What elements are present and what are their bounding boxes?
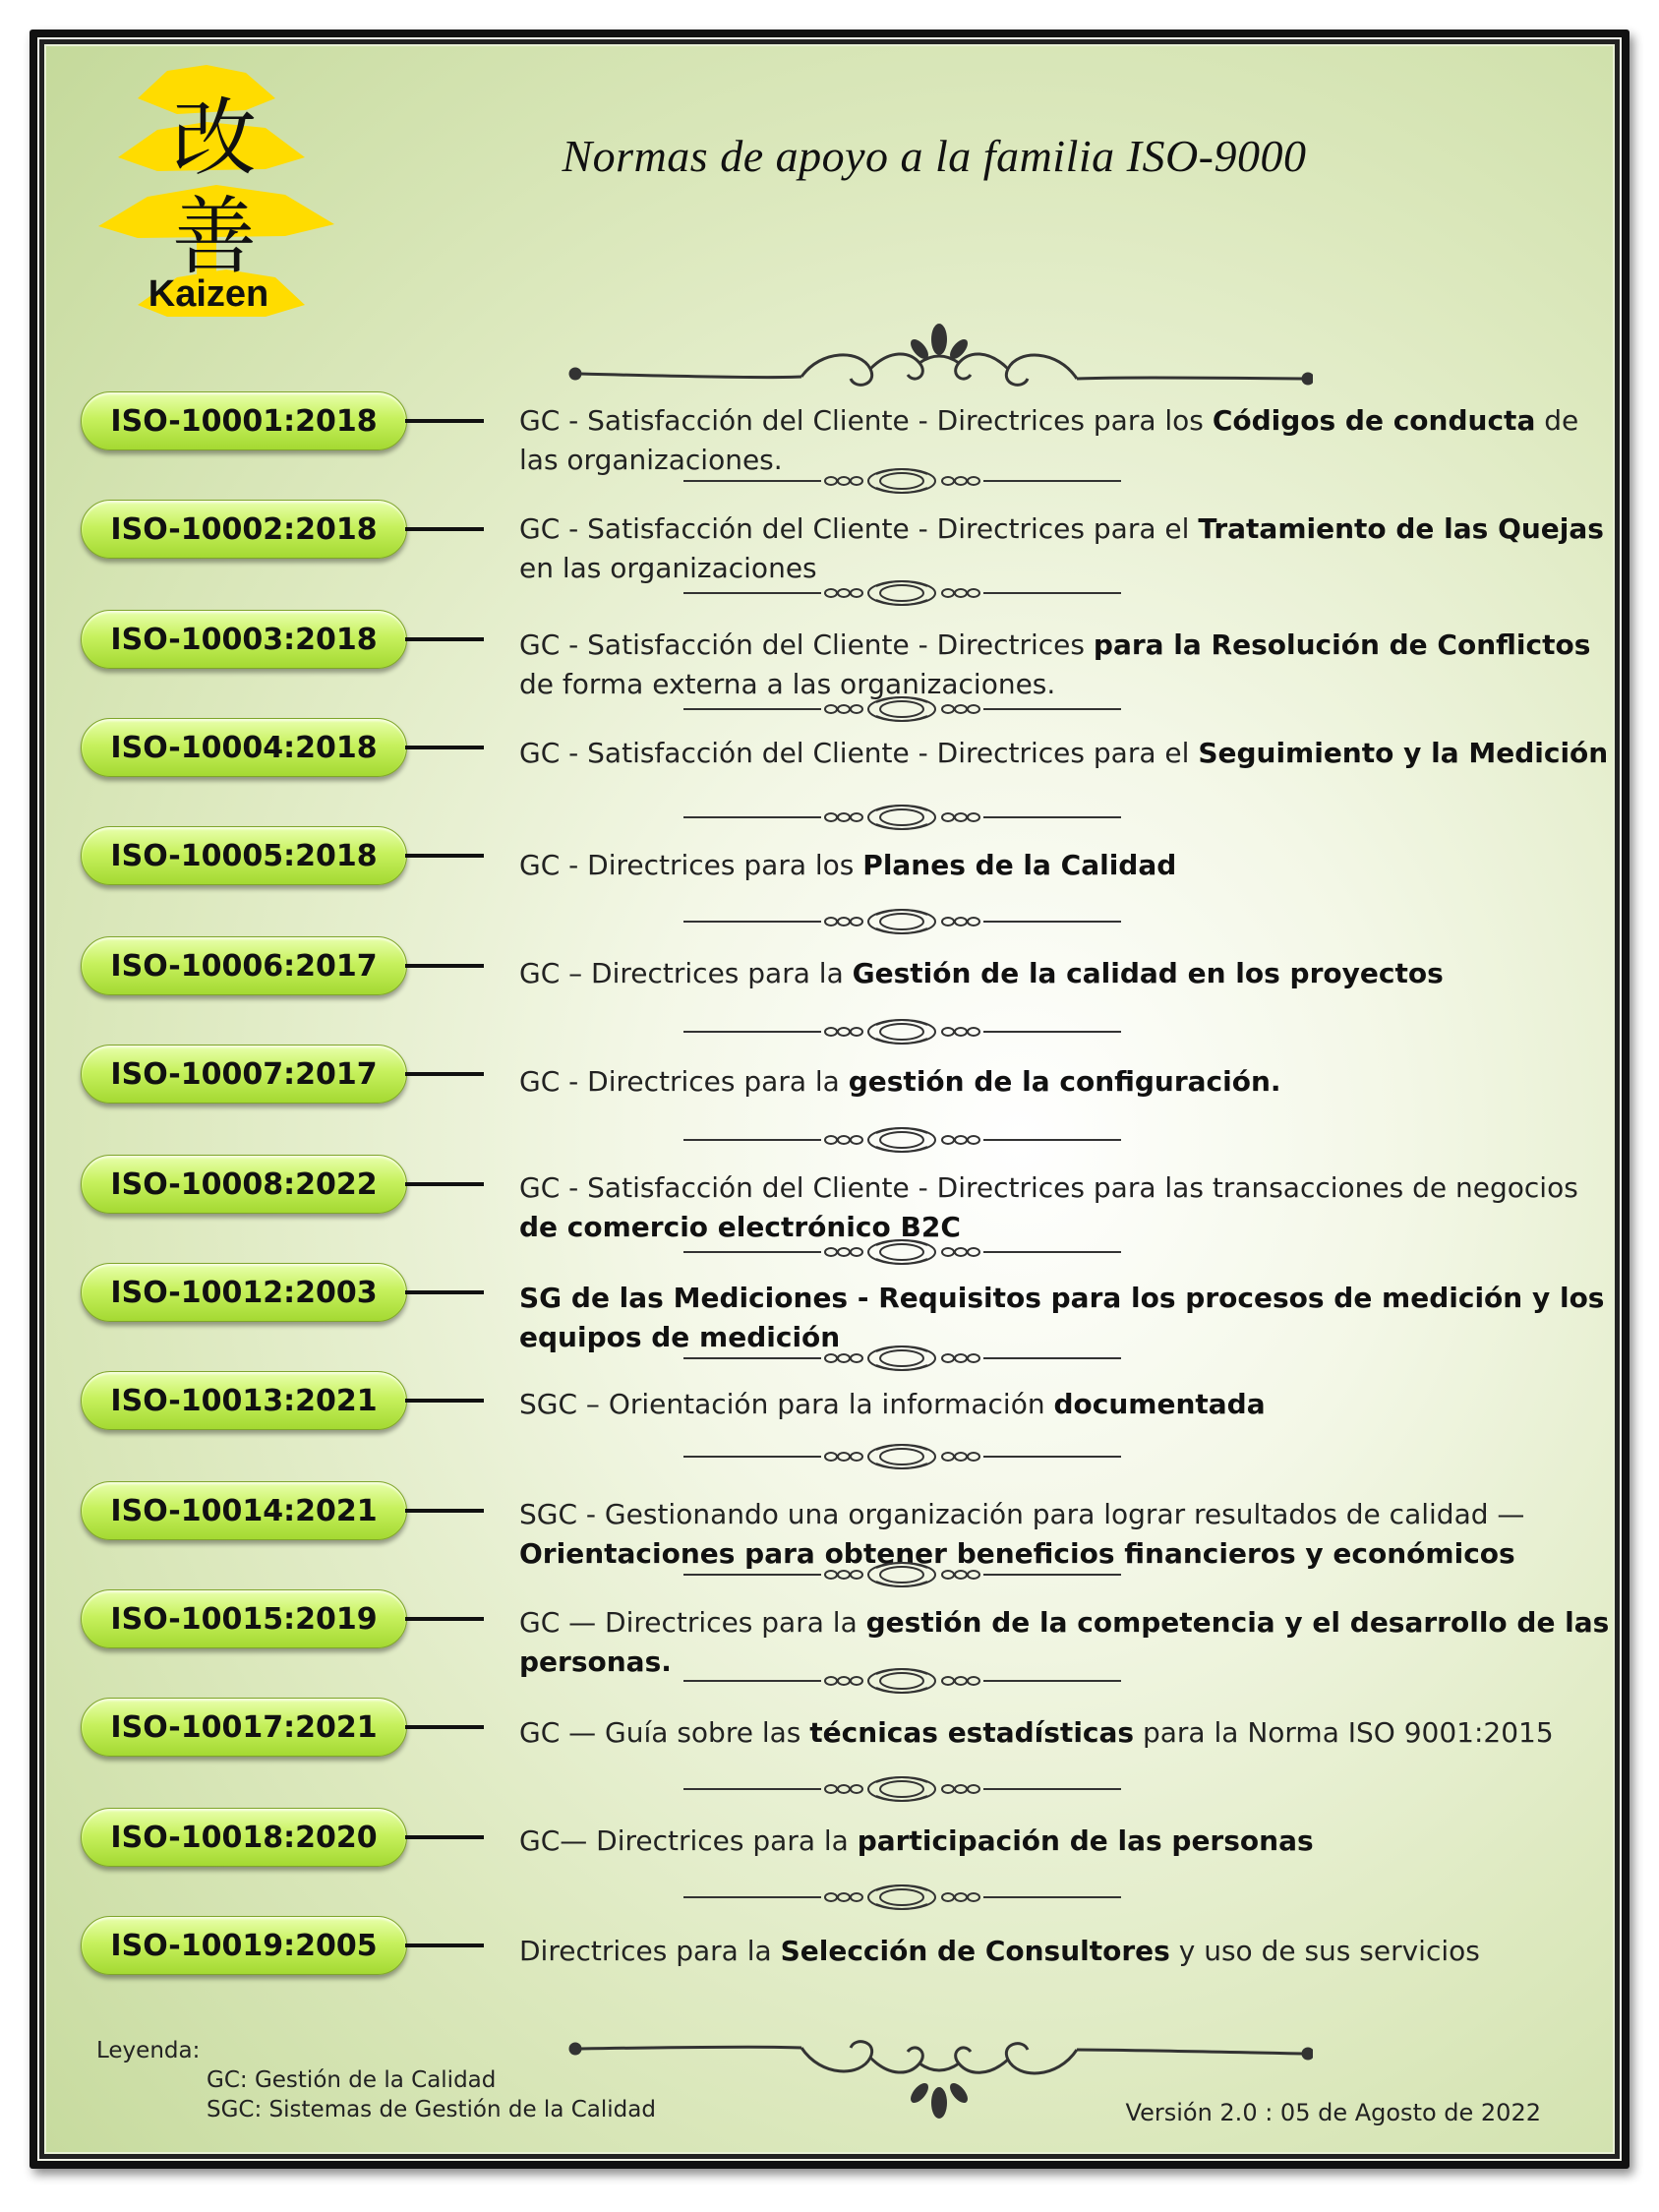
- description-emphasis: documentada: [1053, 1388, 1266, 1420]
- legend-title: Leyenda:: [96, 2038, 201, 2063]
- description-text: GC — Directrices para la: [519, 1606, 866, 1639]
- standard-code-badge: ISO-10015:2019: [81, 1589, 407, 1648]
- legend-entry-sgc: [207, 2095, 656, 2124]
- connector-line: [405, 637, 484, 641]
- divider-ornament: [683, 905, 1121, 938]
- divider-ornament: [683, 1558, 1121, 1591]
- standard-code-badge: ISO-10014:2021: [81, 1481, 407, 1540]
- description-emphasis: Códigos de conducta: [1212, 404, 1536, 437]
- standard-code-badge: ISO-10006:2017: [81, 936, 407, 995]
- description-text: GC - Satisfacción del Cliente - Directrices para los: [519, 404, 1213, 437]
- description-text: para la Norma ISO 9001:2015: [1134, 1716, 1554, 1749]
- connector-line: [405, 1182, 484, 1186]
- standard-code-badge: ISO-10012:2003: [81, 1263, 407, 1322]
- kaizen-logo: [98, 59, 334, 374]
- standard-code-badge: ISO-10008:2022: [81, 1155, 407, 1214]
- description-emphasis: participación de las personas: [857, 1824, 1314, 1857]
- standard-code-badge: ISO-10004:2018: [81, 718, 407, 777]
- standard-code-badge: ISO-10005:2018: [81, 826, 407, 885]
- description-text: GC — Guía sobre las: [519, 1716, 810, 1749]
- description-emphasis: Orientaciones para obtener beneficios financieros y económicos: [519, 1537, 1515, 1570]
- divider-ornament: [683, 692, 1121, 726]
- description-text: GC - Satisfacción del Cliente - Directrices para el: [519, 512, 1199, 545]
- legend-abbr: SGC:: [207, 2097, 263, 2122]
- divider-ornament: [683, 1235, 1121, 1269]
- description-text: GC - Satisfacción del Cliente - Directrices: [519, 628, 1094, 661]
- description-text: SGC – Orientación para la información: [519, 1388, 1054, 1420]
- description-emphasis: Gestión de la calidad en los proyectos: [852, 957, 1444, 989]
- divider-ornament: [683, 1881, 1121, 1914]
- description-text: de forma externa a las organizaciones.: [519, 668, 1056, 700]
- standard-code-badge: ISO-10003:2018: [81, 610, 407, 669]
- connector-line: [405, 1399, 484, 1403]
- divider-ornament: [683, 1440, 1121, 1473]
- standard-code-badge: ISO-10018:2020: [81, 1808, 407, 1867]
- connector-line: [405, 527, 484, 531]
- standard-code-badge: ISO-10017:2021: [81, 1698, 407, 1757]
- description-emphasis: gestión de la competencia y el desarrollo de las personas.: [519, 1606, 1610, 1678]
- legend-text: Sistemas de Gestión de la Calidad: [268, 2097, 656, 2122]
- legend-entry-gc: [207, 2065, 656, 2095]
- description-text: GC - Satisfacción del Cliente - Directrices para el: [519, 737, 1199, 769]
- connector-line: [405, 1943, 484, 1947]
- connector-line: [405, 964, 484, 968]
- description-emphasis: de comercio electrónico B2C: [519, 1211, 961, 1243]
- description-text: GC - Satisfacción del Cliente - Directrices para las transacciones de negocios: [519, 1171, 1578, 1204]
- connector-line: [405, 1617, 484, 1621]
- description-text: GC - Directrices para los: [519, 849, 863, 881]
- divider-ornament: [683, 1664, 1121, 1698]
- logo-text: Kaizen: [148, 273, 269, 315]
- divider-ornament: [683, 576, 1121, 610]
- standard-code-badge: ISO-10019:2005: [81, 1916, 407, 1975]
- description-text: Directrices para la: [519, 1935, 781, 1967]
- description-text: de las organizaciones.: [519, 404, 1579, 476]
- description-emphasis: técnicas estadísticas: [809, 1716, 1135, 1749]
- connector-line: [405, 746, 484, 749]
- connector-line: [405, 854, 484, 858]
- standard-code-badge: ISO-10002:2018: [81, 500, 407, 559]
- divider-ornament: [683, 1772, 1121, 1806]
- connector-line: [405, 1725, 484, 1729]
- description-text: GC— Directrices para la: [519, 1824, 858, 1857]
- connector-line: [405, 1290, 484, 1294]
- standard-description: [519, 1062, 1621, 1102]
- connector-line: [405, 419, 484, 423]
- divider-ornament: [683, 1015, 1121, 1048]
- legend-abbr: GC:: [207, 2067, 248, 2093]
- page-title: Normas de apoyo a la familia ISO-9000: [562, 131, 1307, 181]
- standard-description: [519, 846, 1621, 885]
- description-emphasis: Planes de la Calidad: [862, 849, 1177, 881]
- kai-glyph: 改: [172, 90, 257, 188]
- standard-code-badge: ISO-10001:2018: [81, 391, 407, 450]
- connector-line: [405, 1509, 484, 1513]
- connector-line: [405, 1835, 484, 1839]
- description-text: GC – Directrices para la: [519, 957, 853, 989]
- description-text: en las organizaciones: [519, 552, 817, 584]
- page-background: [37, 37, 1622, 2161]
- description-emphasis: gestión de la configuración.: [848, 1065, 1281, 1098]
- standard-description: [519, 734, 1621, 773]
- standard-code-badge: ISO-10007:2017: [81, 1045, 407, 1104]
- version-label: Versión 2.0 : 05 de Agosto de 2022: [1125, 2099, 1541, 2126]
- divider-ornament: [683, 801, 1121, 834]
- description-emphasis: Tratamiento de las Quejas: [1198, 512, 1604, 545]
- standard-description: [519, 1385, 1621, 1424]
- divider-ornament: [683, 1342, 1121, 1375]
- legend-text: Gestión de la Calidad: [254, 2067, 497, 2093]
- description-emphasis: Seguimiento y la Medición: [1198, 737, 1609, 769]
- standard-description: [519, 954, 1621, 993]
- connector-line: [405, 1072, 484, 1076]
- description-text: SGC - Gestionando una organización para lograr resultados de calidad —: [519, 1498, 1525, 1530]
- standard-code-badge: ISO-10013:2021: [81, 1371, 407, 1430]
- divider-ornament: [683, 1123, 1121, 1157]
- divider-ornament: [683, 464, 1121, 498]
- page-frame: [30, 30, 1629, 2169]
- standard-description: [519, 1932, 1621, 1971]
- description-emphasis: Selección de Consultores: [780, 1935, 1170, 1967]
- description-text: y uso de sus servicios: [1169, 1935, 1480, 1967]
- legend: [96, 2036, 656, 2124]
- standard-description: [519, 1713, 1621, 1753]
- description-emphasis: para la Resolución de Conflictos: [1093, 628, 1591, 661]
- standard-description: [519, 1822, 1621, 1861]
- description-text: GC - Directrices para la: [519, 1065, 849, 1098]
- description-emphasis: SG de las Mediciones - Requisitos para los procesos de medición y los equipos de medición: [519, 1282, 1605, 1353]
- zen-glyph: 善: [172, 188, 257, 286]
